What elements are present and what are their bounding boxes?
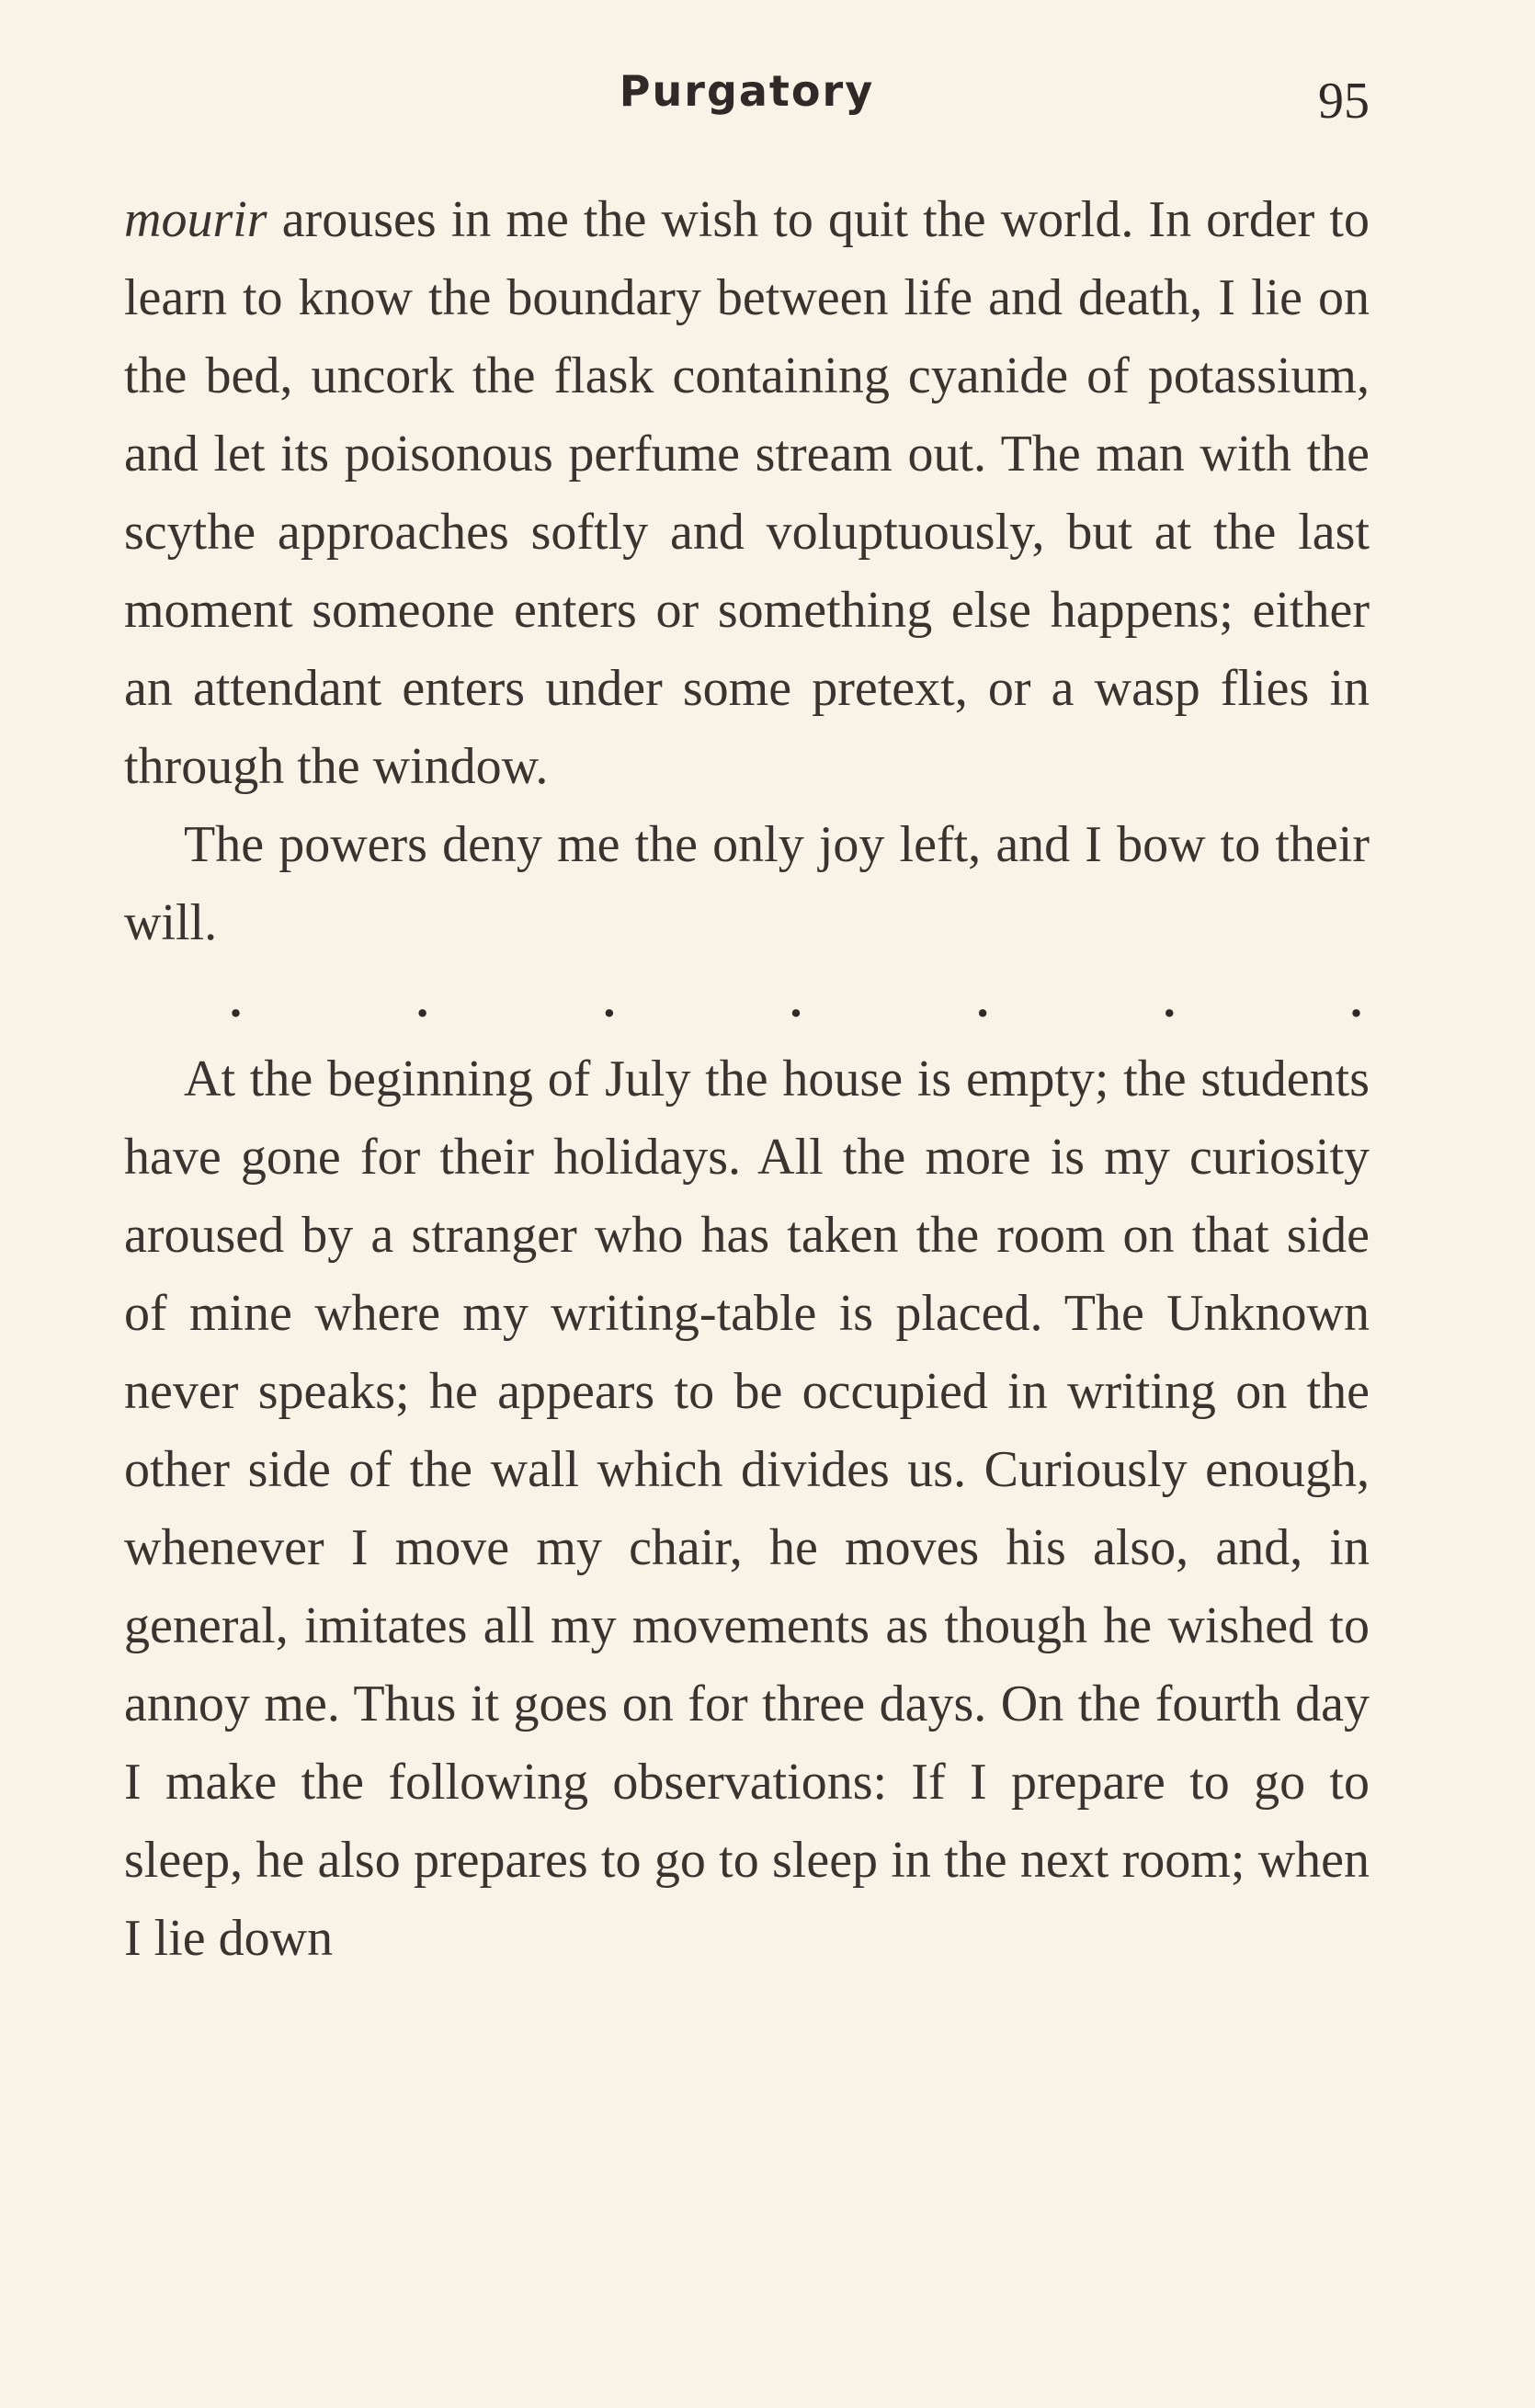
running-title: Purgatory (619, 66, 875, 116)
separator-dot: . (416, 975, 429, 1028)
running-head (124, 66, 1370, 140)
paragraph-powers: The powers deny me the only joy left, and I bow to their will. (124, 816, 1370, 951)
separator-dot: . (1349, 975, 1362, 1028)
separator-dot: . (603, 975, 616, 1028)
paragraph-july: At the beginning of July the house is empty; the students have gone for their holidays. All the more is my curiosity aroused by a stranger who has taken the room on that side of mine where my writing-table is placed. The Unknown never speaks; he appears to be occupied in writing on the other side of the wall which divides us. Curiously enough, whenever I move my chair, he moves his also, and, in general, imitates all my movements as though he wished to annoy me. Thus it goes on for three days. On the fourth day I make the following observations: If I prepare to go to sleep, he also prepares to go to sleep in the next room; when I lie down (124, 1051, 1370, 1967)
paragraph-continued (124, 181, 1370, 806)
separator-dot: . (790, 975, 802, 1028)
separator-dot: . (230, 975, 242, 1028)
section-separator (124, 962, 1370, 1040)
italic-word: mourir (124, 191, 267, 248)
page-number: 95 (1318, 73, 1370, 130)
separator-dot: . (976, 975, 989, 1028)
body-text (124, 181, 1370, 1978)
separator-dot: . (1163, 975, 1176, 1028)
paragraph-continued-text: arouses in me the wish to quit the world. In order to learn to know the boundary between life and death, I lie on the bed, uncork the flask containing cyanide of potassium, and let its poisonous perfume stream out. The man with the scythe approaches softly and voluptuously, but at the last moment someone enters or something else happens; either an attendant enters under some pretext, or a wasp flies in through the window. (124, 191, 1370, 795)
